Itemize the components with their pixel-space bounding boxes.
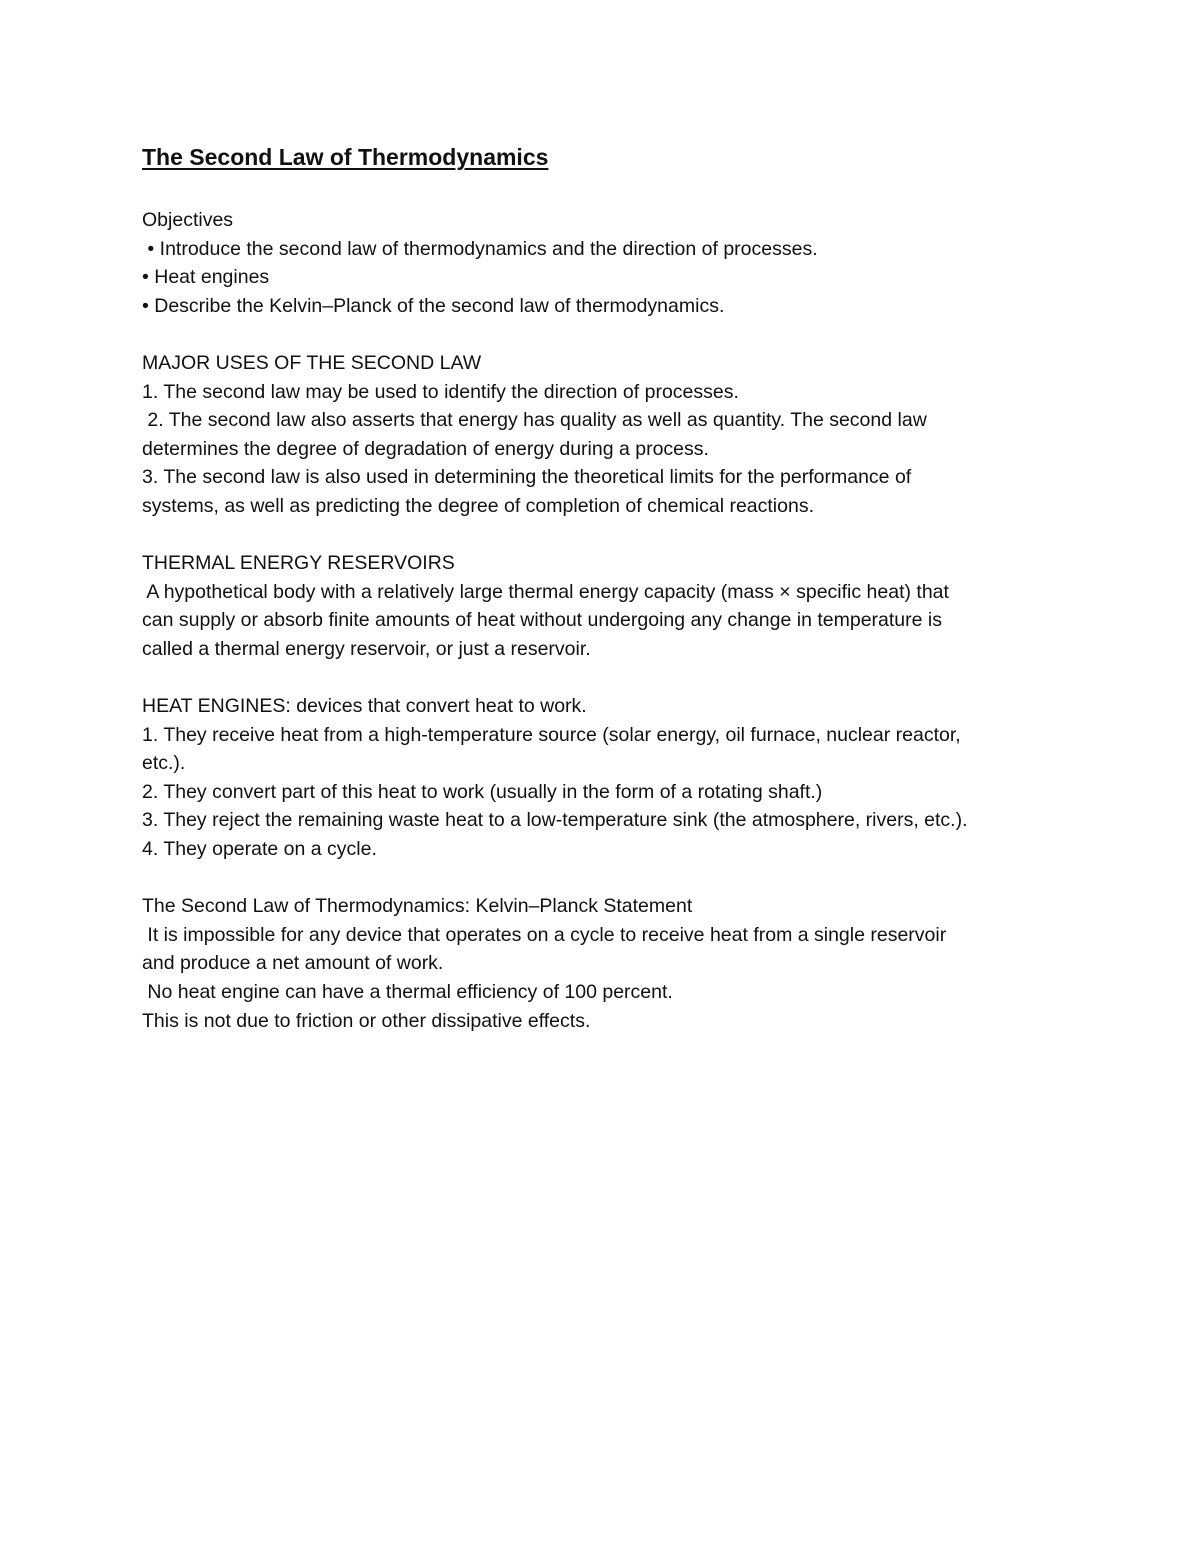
- heat-engines-line: 1. They receive heat from a high-temperature source (solar energy, oil furnace, nuclear reactor,: [142, 723, 961, 746]
- heat-engines-line: 3. They reject the remaining waste heat to a low-temperature sink (the atmosphere, rivers, etc.).: [142, 809, 968, 832]
- heat-engines-line: etc.).: [142, 752, 186, 775]
- paragraph-gap: [142, 320, 1077, 349]
- major-uses-line: 2. The second law also asserts that energy has quality as well as quantity. The second law: [142, 409, 927, 432]
- heat-engines-line: 2. They convert part of this heat to work (usually in the form of a rotating shaft.): [142, 780, 823, 803]
- kelvin-planck-line: No heat engine can have a thermal efficiency of 100 percent.: [142, 981, 673, 1004]
- major-uses-line: determines the degree of degradation of energy during a process.: [142, 437, 709, 460]
- major-uses-heading: MAJOR USES OF THE SECOND LAW: [142, 351, 482, 374]
- document-title: The Second Law of Thermodynamics: [142, 144, 549, 170]
- reservoirs-line: A hypothetical body with a relatively large thermal energy capacity (mass × specific heat) that: [142, 580, 949, 603]
- objectives-item: • Describe the Kelvin–Planck of the second law of thermodynamics.: [142, 294, 725, 317]
- heat-engines-heading: HEAT ENGINES: devices that convert heat to work.: [142, 695, 587, 718]
- paragraph-gap: [142, 521, 1077, 550]
- paragraph-gap: [142, 664, 1077, 693]
- objectives-item: • Heat engines: [142, 266, 270, 289]
- objectives-item: • Introduce the second law of thermodynamics and the direction of processes.: [142, 237, 818, 260]
- reservoirs-heading: THERMAL ENERGY RESERVOIRS: [142, 552, 455, 575]
- major-uses-line: 1. The second law may be used to identify the direction of processes.: [142, 380, 739, 403]
- kelvin-planck-heading: The Second Law of Thermodynamics: Kelvin–Planck Statement: [142, 895, 693, 918]
- heat-engines-line: 4. They operate on a cycle.: [142, 838, 377, 861]
- kelvin-planck-line: and produce a net amount of work.: [142, 952, 444, 975]
- objectives-section: [142, 206, 1077, 320]
- heat-engines-section: [142, 692, 1077, 864]
- major-uses-line: 3. The second law is also used in determining the theoretical limits for the performance of: [142, 466, 912, 489]
- paragraph-gap: [142, 864, 1077, 893]
- reservoirs-line: called a thermal energy reservoir, or just a reservoir.: [142, 637, 591, 660]
- major-uses-line: systems, as well as predicting the degree of completion of chemical reactions.: [142, 494, 814, 517]
- objectives-heading: Objectives: [142, 209, 234, 231]
- kelvin-planck-section: [142, 892, 1077, 1035]
- document-body: [142, 206, 1077, 1035]
- reservoirs-line: can supply or absorb finite amounts of heat without undergoing any change in temperature is: [142, 609, 942, 632]
- kelvin-planck-line: It is impossible for any device that operates on a cycle to receive heat from a single reservoir: [142, 923, 947, 946]
- reservoirs-section: [142, 549, 1077, 663]
- kelvin-planck-line: This is not due to friction or other dissipative effects.: [142, 1009, 591, 1032]
- major-uses-section: [142, 349, 1077, 521]
